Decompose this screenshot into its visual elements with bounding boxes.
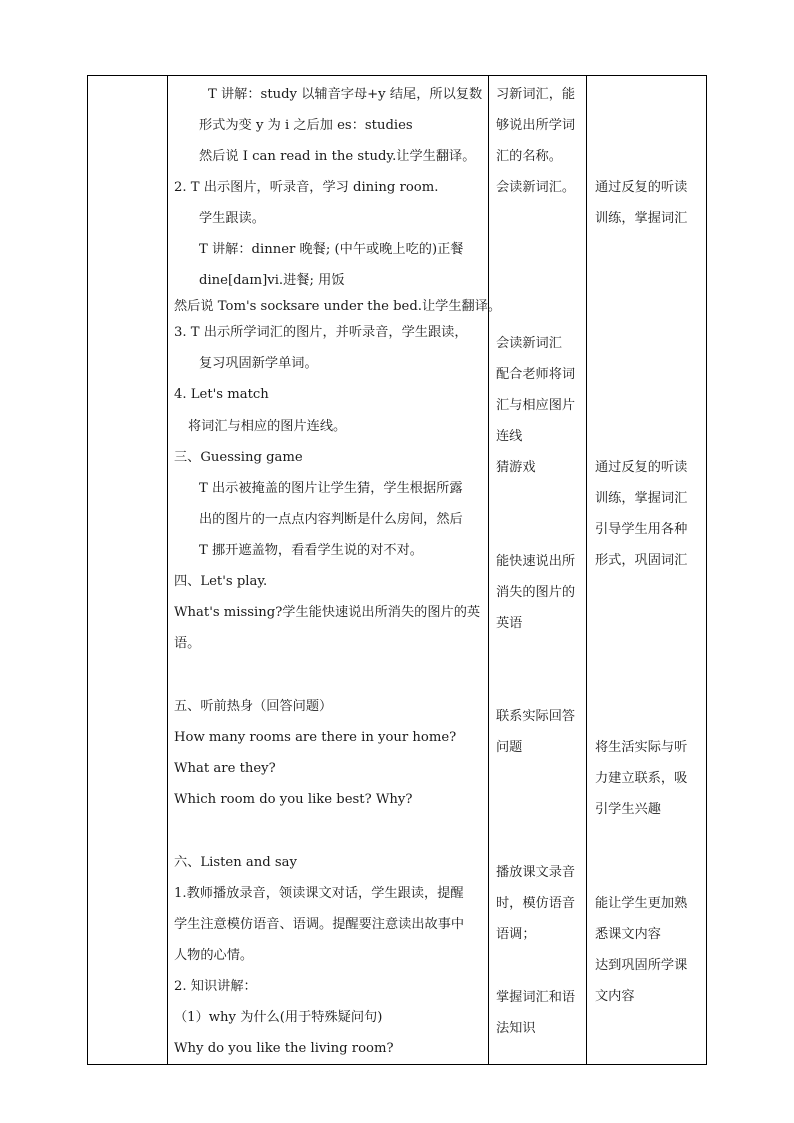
teacher-activity-line: 人物的心情。 <box>174 948 254 963</box>
column-divider <box>586 76 587 1064</box>
student-activity-line: 汇的名称。 <box>496 149 562 164</box>
design-purpose-line: 引学生兴趣 <box>595 802 661 817</box>
design-purpose-line: 训练，掌握词汇 <box>595 491 688 506</box>
design-purpose-line: 悉课文内容 <box>595 927 661 942</box>
teacher-activity-line: dine[daɪn]vi.进餐; 用饭 <box>199 273 345 288</box>
student-activity-line: 播放课文录音 <box>496 865 576 880</box>
design-purpose-line: 形式，巩固词汇 <box>595 553 688 568</box>
student-activity-line: 够说出所学词 <box>496 118 576 133</box>
teacher-activity-line: 3. T 出示所学词汇的图片，并听录音，学生跟读， <box>174 325 468 340</box>
teacher-activity-line: 然后说 I can read in the study.让学生翻译。 <box>199 149 476 164</box>
student-activity-line: 习新词汇，能 <box>496 87 576 102</box>
design-purpose-line: 通过反复的听读 <box>595 460 688 475</box>
student-activity-line: 法知识 <box>496 1021 536 1036</box>
design-purpose-line: 力建立联系，吸 <box>595 771 688 786</box>
teacher-activity-line: 形式为变 y 为 i 之后加 es：studies <box>199 118 413 133</box>
student-activity-line: 时，模仿语音 <box>496 896 576 911</box>
student-activity-line: 猜游戏 <box>496 460 536 475</box>
student-activity-line: 掌握词汇和语 <box>496 990 576 1005</box>
student-activity-line: 联系实际回答 <box>496 709 576 724</box>
student-activity-line: 汇与相应图片 <box>496 398 576 413</box>
teacher-activity-line: 然后说 Tom's socksare under the bed.让学生翻译。 <box>174 299 502 314</box>
teacher-activity-line: 三、Guessing game <box>174 450 303 465</box>
teacher-activity-line: 4. Let's match <box>174 387 269 402</box>
design-purpose-line: 达到巩固所学课 <box>595 958 688 973</box>
teacher-activity-line: 2. T 出示图片，听录音，学习 dining room. <box>174 180 439 195</box>
design-purpose-line: 文内容 <box>595 989 635 1004</box>
student-activity-line: 英语 <box>496 616 523 631</box>
design-purpose-line: 引导学生用各种 <box>595 522 688 537</box>
teacher-activity-line: 学生跟读。 <box>199 211 265 226</box>
column-divider <box>488 76 489 1064</box>
student-activity-line: 能快速说出所 <box>496 554 576 569</box>
teacher-activity-line: How many rooms are there in your home? <box>174 730 457 745</box>
design-purpose-line: 将生活实际与听 <box>595 740 688 755</box>
teacher-activity-line: Which room do you like best? Why? <box>174 792 413 807</box>
teacher-activity-line: T 出示被掩盖的图片让学生猜，学生根据所露 <box>199 481 463 496</box>
student-activity-line: 会读新词汇 <box>496 336 562 351</box>
design-purpose-line: 能让学生更加熟 <box>595 896 688 911</box>
teacher-activity-line: Why do you like the living room? <box>174 1041 394 1056</box>
teacher-activity-line: 将词汇与相应的图片连线。 <box>188 419 347 434</box>
student-activity-line: 会读新词汇。 <box>496 180 576 195</box>
design-purpose-line: 训练，掌握词汇 <box>595 211 688 226</box>
teacher-activity-line: What are they? <box>174 761 276 776</box>
teacher-activity-column <box>168 76 502 1064</box>
teacher-activity-line: T 讲解：study 以辅音字母+y 结尾，所以复数 <box>208 87 483 102</box>
design-purpose-column <box>595 76 708 1064</box>
teacher-activity-line: （1）why 为什么(用于特殊疑问句) <box>174 1010 383 1025</box>
teacher-activity-line: What's missing?学生能快速说出所消失的图片的英 <box>174 605 481 620</box>
teacher-activity-line: 语。 <box>174 636 201 651</box>
student-activity-column <box>496 76 586 1064</box>
student-activity-line: 消失的图片的 <box>496 585 576 600</box>
teacher-activity-line: T 挪开遮盖物，看看学生说的对不对。 <box>199 543 423 558</box>
student-activity-line: 语调； <box>496 927 536 942</box>
teacher-activity-line: 出的图片的一点点内容判断是什么房间，然后 <box>199 512 463 527</box>
teacher-activity-line: 2. 知识讲解： <box>174 979 257 994</box>
teacher-activity-line: 四、Let's play. <box>174 574 268 589</box>
student-activity-line: 问题 <box>496 740 523 755</box>
teacher-activity-line: 六、Listen and say <box>174 855 297 870</box>
teacher-activity-line: 五、听前热身（回答问题） <box>174 699 333 714</box>
teacher-activity-line: T 讲解：dinner 晚餐; (中午或晚上吃的)正餐 <box>199 242 464 257</box>
teacher-activity-line: 1.教师播放录音，领读课文对话，学生跟读，提醒 <box>174 886 464 901</box>
lesson-plan-table <box>87 75 707 1065</box>
teacher-activity-line: 复习巩固新学单词。 <box>199 356 318 371</box>
student-activity-line: 配合老师将词 <box>496 367 576 382</box>
student-activity-line: 连线 <box>496 429 523 444</box>
teacher-activity-line: 学生注意模仿语音、语调。提醒要注意读出故事中 <box>174 917 465 932</box>
design-purpose-line: 通过反复的听读 <box>595 180 688 195</box>
